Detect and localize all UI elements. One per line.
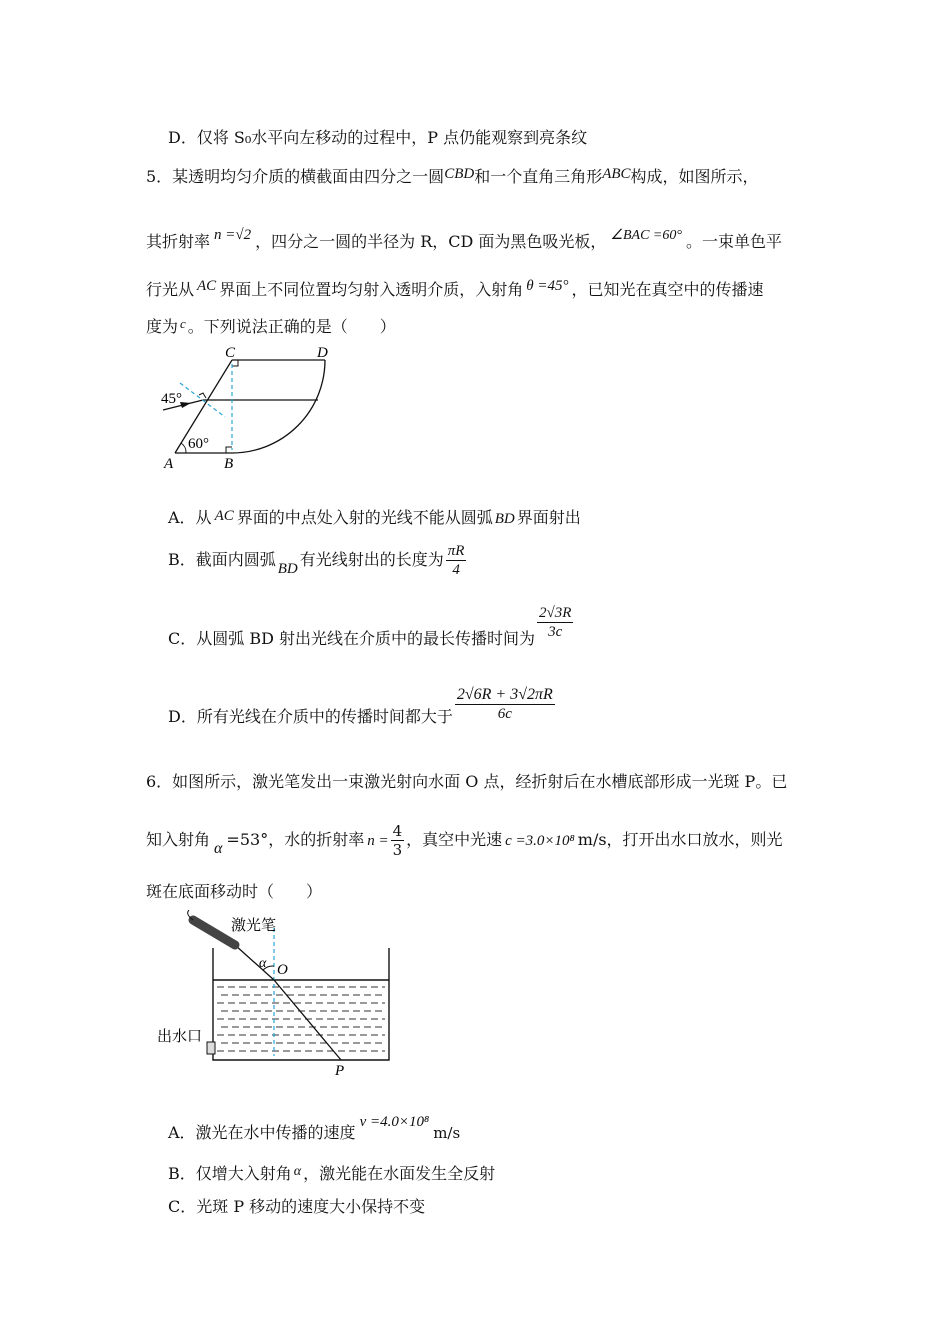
label-60: 60° [188, 436, 209, 452]
outlet [207, 1042, 215, 1054]
q5-option-a: A．从 AC 界面的中点处入射的光线不能从圆弧 BD 界面射出 [168, 508, 581, 527]
fraction-pir-4: $\frac{\pi R}{4}$ [447, 543, 465, 578]
label-alpha: α [259, 956, 267, 971]
water-body [217, 987, 385, 1051]
q5-stem-line1: 5．某透明均匀介质的横截面由四分之一圆CBD和一个直角三角形ABC构成，如图所示， [146, 166, 759, 186]
label-o: O [277, 962, 288, 978]
fraction-min-time: $\frac{2√6R + 3√2\pi R}{6c}$ [456, 686, 553, 722]
label-laser: 激光笔 [231, 918, 277, 934]
q6-option-a: A．激光在水中传播的速度v =4.0×10⁸m/s [168, 1114, 461, 1142]
q5-stem-line4: 度为 $^c$ 。下列说法正确的是（ ） [146, 316, 396, 336]
right-angle-b [226, 447, 232, 453]
refracted-beam [274, 980, 341, 1060]
angle-arc-a [181, 443, 186, 453]
label-45: 45° [161, 391, 182, 407]
q5-figure [155, 340, 355, 475]
q4-option-d: D．仅将 S₀水平向左移动的过程中，P 点仍能观察到亮条纹 [168, 128, 588, 147]
q6-stem-line1: 6．如图所示，激光笔发出一束激光射向水面 O 点，经折射后在水槽底部形成一光斑 P。已 [146, 772, 788, 791]
q5-option-c: C．从圆弧 BD 射出光线在介质中的最长传播时间为 $\frac{2√3R}{3c}$ [168, 605, 572, 648]
fraction-4-3: $\frac{4}{3}$ [392, 822, 403, 859]
q5-option-d: D．所有光线在介质中的传播时间都大于 $\frac{2√6R + 3√2\pi R}{6c}$ [168, 686, 553, 726]
label-c: C [225, 345, 236, 361]
q6-option-b: B．仅增大入射角 α ，激光能在水面发生全反射 [168, 1164, 496, 1183]
incident-beam [235, 945, 274, 980]
q5-stem-line3: 行光从 AC 界面上不同位置均匀射入透明介质，入射角 θ =45° ，已知光在真空中的传播速 [146, 278, 764, 299]
label-a: A [164, 456, 174, 472]
label-outlet: 出水口 [157, 1029, 203, 1045]
q5-option-b: B．截面内圆弧 BD 有光线射出的长度为 $\frac{\pi R}{4}$ [168, 543, 465, 578]
label-p: P [335, 1063, 345, 1079]
label-b: B [224, 456, 234, 472]
right-angle-normal [199, 393, 206, 398]
q5-stem-line2: 其折射率 n =√2 ，四分之一圆的半径为 R，CD 面为黑色吸光板， ∠BAC =60° 。一束单色平 [146, 227, 782, 251]
q6-option-c: C．光斑 P 移动的速度大小保持不变 [168, 1197, 426, 1216]
q6-figure [155, 910, 405, 1080]
label-d: D [317, 345, 328, 361]
laser-pen [188, 910, 235, 945]
arc-bd [232, 360, 325, 453]
q6-stem-line2: 知入射角 α =53°，水的折射率 n = $\frac{4}{3}$ ，真空中光速 c =3.0×10⁸ m/s，打开出水口放水，则光 [146, 822, 783, 859]
fraction-2sqrt3r-3c: $\frac{2√3R}{3c}$ [539, 605, 572, 640]
q6-stem-line3: 斑在底面移动时（ ） [146, 882, 323, 901]
